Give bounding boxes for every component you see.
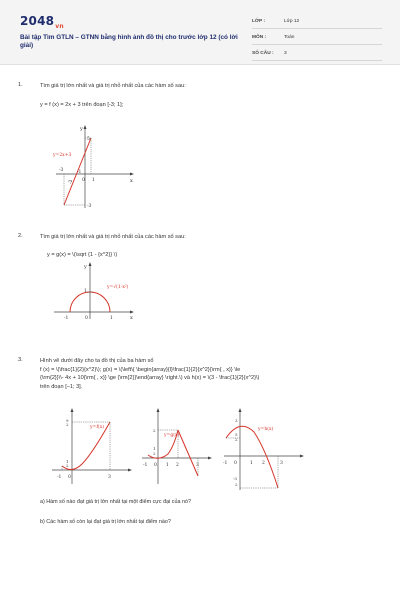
axis-label-x: x	[130, 178, 133, 184]
x-arrow	[128, 469, 132, 472]
tick-y-2b: 2	[235, 482, 238, 487]
tick-neg1: -1	[77, 170, 82, 175]
page-header	[0, 0, 400, 65]
tick-x-1: 1	[250, 461, 253, 466]
tick-y-2b: 2	[153, 451, 156, 456]
curve-label: y=2x+3	[53, 153, 72, 158]
tick-y-1: 1	[153, 446, 156, 451]
curve-label: y=f(x)	[90, 425, 105, 430]
question-3-line-4: trên đoạn [–1; 3].	[40, 383, 83, 390]
question-1-graph	[50, 122, 140, 212]
tick-y-neg3: -3	[233, 476, 237, 481]
tick-neg2: -2	[69, 179, 74, 184]
question-3-sub-b: b) Các hàm số còn lại đạt giá trị lớn nhất tại điểm nào?	[40, 519, 171, 525]
question-3-graph-h	[220, 408, 310, 493]
tick-x-0: 0	[68, 475, 71, 480]
question-2-formula: y = g(x) = \(\sqrt {1 - {x^2}} \)	[47, 252, 118, 258]
tick-y-2: 2	[235, 437, 238, 442]
meta-row-grade: LỚP : Lớp 12	[252, 17, 382, 29]
y-arrow	[89, 262, 92, 266]
question-3-line-2: f (x) = \(\frac{1}{2}{x^2}\); g(x) = \(\left\{ \begin{array}{l}\frac{1}{2}{x^2}{\rm{ , x}} \le	[40, 366, 241, 373]
y-arrow	[239, 408, 242, 412]
tick-x-neg1: -1	[57, 475, 62, 480]
tick-x-0: 0	[85, 316, 88, 321]
tick-x-neg3: -3	[59, 168, 64, 173]
tick-x-neg1: -1	[223, 461, 228, 466]
tick-x-1: 1	[92, 178, 95, 183]
axis-label-y: y	[80, 126, 83, 132]
question-3-graph-g	[138, 408, 218, 488]
x-arrow	[130, 311, 134, 314]
curve-label: y=g(x)	[164, 433, 180, 438]
tick-y-1: 1	[66, 459, 69, 464]
axis-label-x: x	[130, 315, 133, 321]
meta-row-subject: MÔN : Toán	[252, 33, 382, 45]
tick-y-2: 2	[66, 422, 69, 427]
question-3-line-1: Hình vẽ dưới đây cho ta đồ thị của ba hàm số	[40, 358, 154, 364]
tick-y-3: 3	[235, 418, 238, 423]
question-3-sub-a: a) Hàm số nào đạt giá trị lớn nhất tại một điểm cực đại của nó?	[40, 499, 191, 505]
x-arrow	[300, 455, 304, 458]
y-arrow	[84, 125, 87, 129]
tick-x-0: 0	[234, 461, 237, 466]
tick-x-1: 1	[110, 316, 113, 321]
tick-y-5: 5	[87, 137, 90, 142]
tick-y-2: 2	[153, 428, 156, 433]
tick-y-2b: 2	[66, 463, 69, 468]
tick-y-9: 9	[66, 418, 69, 423]
tick-y-1: 1	[84, 289, 87, 294]
x-arrow	[130, 173, 134, 176]
tick-y-5: 5	[235, 432, 238, 437]
tick-x-neg1: -1	[143, 463, 148, 468]
tick-x-0: 0	[154, 463, 157, 468]
y-arrow	[157, 408, 160, 412]
meta-info	[252, 17, 382, 65]
tick-x-2: 2	[176, 463, 179, 468]
curve-label: y=h(x)	[258, 427, 274, 432]
tick-x-neg1: -1	[64, 316, 69, 321]
question-2-graph	[50, 262, 140, 322]
tick-x-3: 3	[108, 475, 111, 480]
tick-y-neg3: -3	[87, 204, 92, 209]
meta-row-count: SỐ CÂU : 3	[252, 49, 382, 61]
tick-x-2: 2	[262, 461, 265, 466]
tick-x-1: 1	[166, 463, 169, 468]
x-arrow	[208, 457, 212, 460]
tick-x-0: 0	[82, 178, 85, 183]
axis-label-y: y	[84, 264, 87, 270]
site-logo[interactable]: $2048_{vn}$	[20, 14, 64, 31]
line-g	[178, 430, 198, 476]
page-title: Bài tập Tìm GTLN – GTNN bằng hình ảnh đồ thị cho trước lớp 12 (có lời giải)	[20, 34, 238, 50]
y-arrow	[71, 408, 74, 412]
tick-x-3: 3	[280, 461, 283, 466]
question-1-formula: y = f (x) = 2x + 3 trên đoạn [-3; 1];	[40, 102, 124, 108]
question-3-graph-f	[48, 408, 138, 488]
tick-x-3: 3	[196, 463, 199, 468]
curve-label: y=√(1-x²)	[107, 285, 129, 290]
question-3-line-3: {\rm{2}}\\- 4x + 10{\rm{ , x}} \ge {\rm{2}}\end{array} \right.\) và h(x) = \(3 - \frac{1}{2}{x^2}\)	[40, 375, 260, 381]
